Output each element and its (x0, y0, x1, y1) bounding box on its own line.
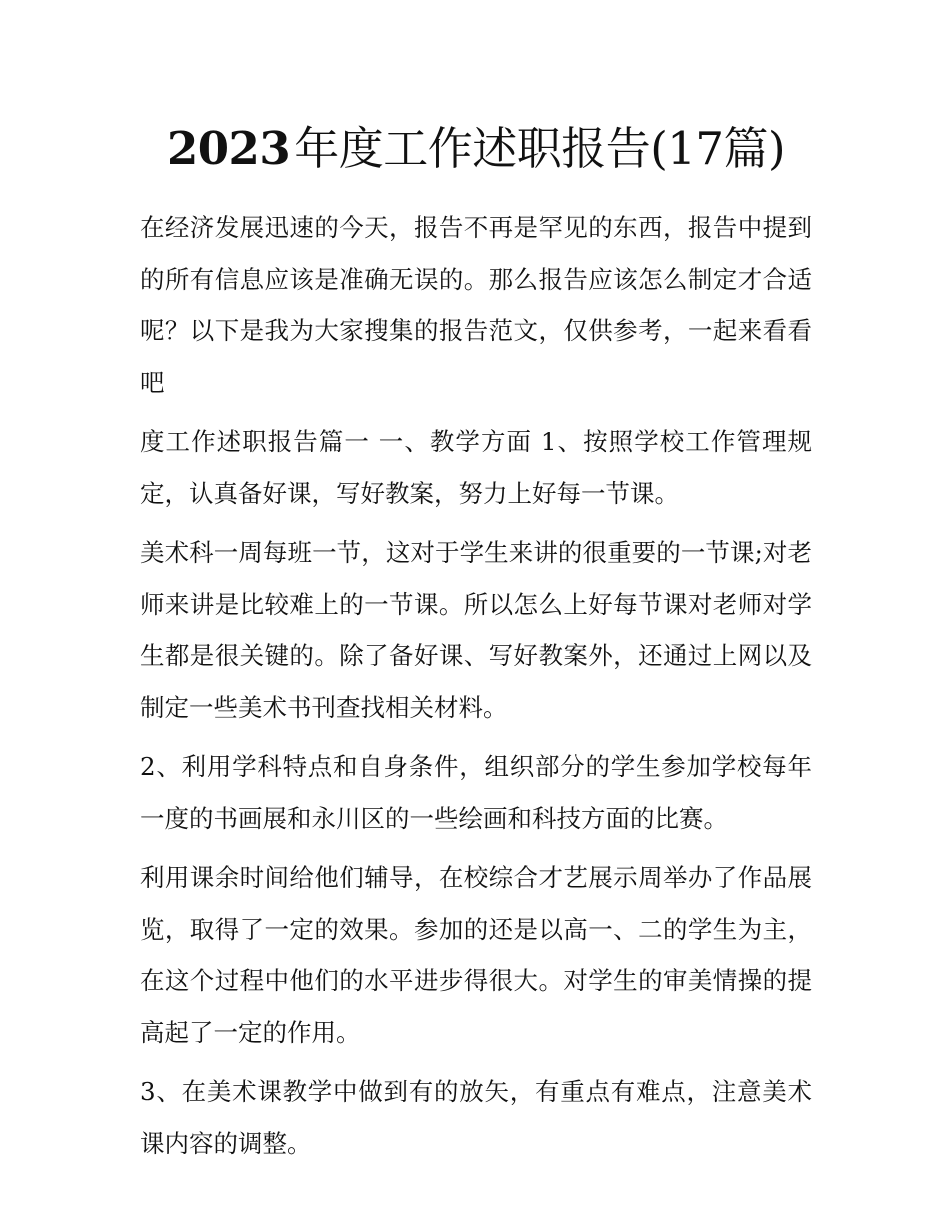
title-text: 年度工作述职报告(17篇) (294, 122, 786, 175)
document-page (140, 118, 812, 1177)
title-year: 2023 (166, 122, 291, 175)
paragraph-art-class: 美术科一周每班一节，这对于学生来讲的很重要的一节课;对老师来讲是比较难上的一节课。所以怎么上好每节课对老师对学生都是很关键的。除了备好课、写好教案外，还通过上网以及制定一些美术书刊查找相关材料。 (140, 538, 812, 722)
paragraph-section-one: 度工作述职报告篇一 一、教学方面 1、按照学校工作管理规定，认真备好课，写好教案，努力上好每一节课。 (140, 427, 812, 508)
paragraph-intro: 在经济发展迅速的今天，报告不再是罕见的东西，报告中提到的所有信息应该是准确无误的。那么报告应该怎么制定才合适呢？以下是我为大家搜集的报告范文，仅供参考，一起来看看吧 (140, 213, 812, 397)
paragraph-item-three: 3、在美术课教学中做到有的放矢，有重点有难点，注意美术课内容的调整。 (140, 1077, 812, 1158)
document-title (140, 118, 812, 180)
paragraph-item-two: 2、利用学科特点和自身条件，组织部分的学生参加学校每年一度的书画展和永川区的一些绘画和科技方面的比赛。 (140, 752, 812, 833)
paragraph-tutoring: 利用课余时间给他们辅导，在校综合才艺展示周举办了作品展览，取得了一定的效果。参加的还是以高一、二的学生为主，在这个过程中他们的水平进步得很大。对学生的审美情操的提高起了一定的作用。 (140, 863, 812, 1047)
